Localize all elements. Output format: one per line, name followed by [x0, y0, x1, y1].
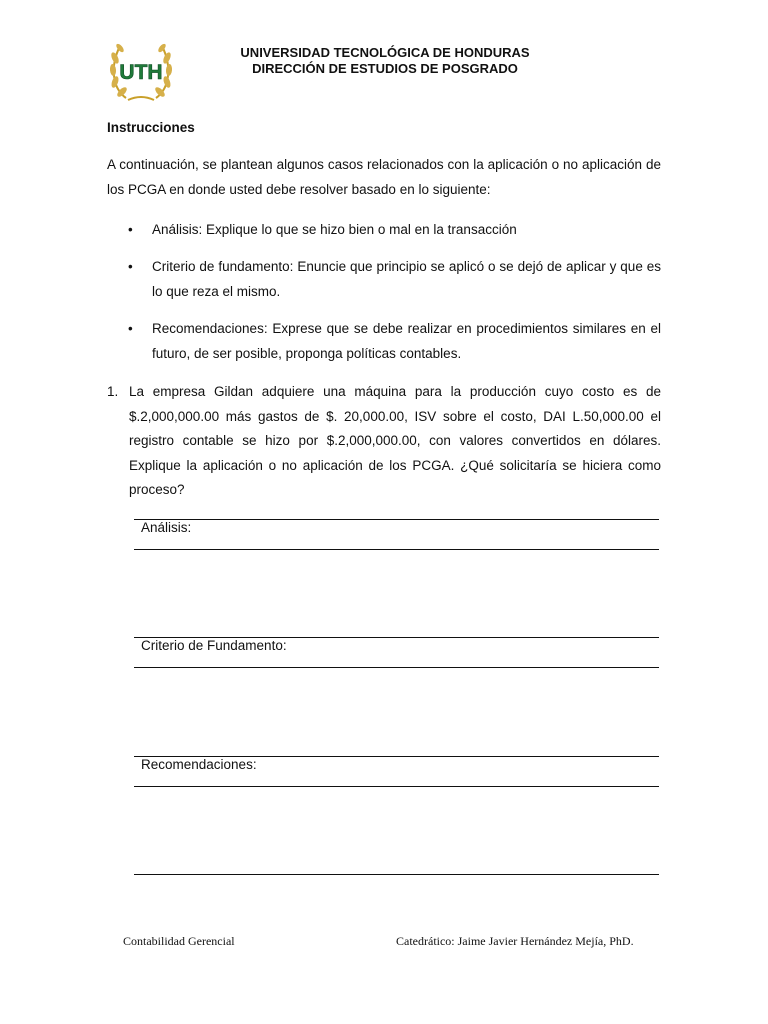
criteria-list: [107, 217, 661, 378]
list-item: • Análisis: Explique lo que se hizo bien o mal en la transacción: [107, 217, 661, 242]
criterion-label: Criterio de Fundamento:: [141, 638, 287, 653]
university-name: UNIVERSIDAD TECNOLÓGICA DE HONDURAS: [240, 45, 530, 60]
list-item: • Recomendaciones: Exprese que se debe realizar en procedimientos similares en el futuro, de ser posible, proponga políticas contables.: [107, 316, 661, 366]
divider: [134, 874, 659, 875]
bullet-icon: •: [128, 259, 133, 274]
recommendations-label: Recomendaciones:: [141, 757, 257, 772]
bullet-icon: •: [128, 321, 133, 336]
instructions-intro: A continuación, se plantean algunos casos relacionados con la aplicación o no aplicación de los PCGA en donde usted debe resolver basado en lo siguiente:: [107, 157, 661, 197]
divider: [134, 519, 659, 520]
list-item: • Criterio de fundamento: Enuncie que principio se aplicó o se dejó de aplicar y que es lo que reza el mismo.: [107, 254, 661, 304]
university-logo: [106, 36, 176, 106]
criterion-answer-line[interactable]: [134, 667, 659, 668]
recommendations-answer-line[interactable]: [134, 786, 659, 787]
question-number: 1.: [107, 384, 119, 399]
analysis-answer-line[interactable]: [134, 549, 659, 550]
question-text: La empresa Gildan adquiere una máquina para la producción cuyo costo es de $.2,000,000.00 más gastos de $. 20,000.00, ISV sobre el costo, DAI L.50,000.00 el registro contable se hizo por $.2,000,000.00, con valores convertidos en dólares. Explique la aplicación o no aplicación de los PCGA. ¿Qué solicitaría se hiciera como proceso?: [129, 384, 661, 497]
footer-course: Contabilidad Gerencial: [123, 934, 235, 948]
svg-text:UTH: UTH: [119, 61, 163, 84]
department-name: DIRECCIÓN DE ESTUDIOS DE POSGRADO: [252, 61, 518, 76]
instructions-title: Instrucciones: [107, 120, 195, 135]
bullet-icon: •: [128, 222, 133, 237]
document-header: [180, 45, 590, 77]
laurel-emblem-icon: [106, 36, 176, 106]
analysis-label: Análisis:: [141, 520, 192, 535]
footer-instructor: Catedrático: Jaime Javier Hernández Mejía, PhD.: [396, 934, 634, 948]
